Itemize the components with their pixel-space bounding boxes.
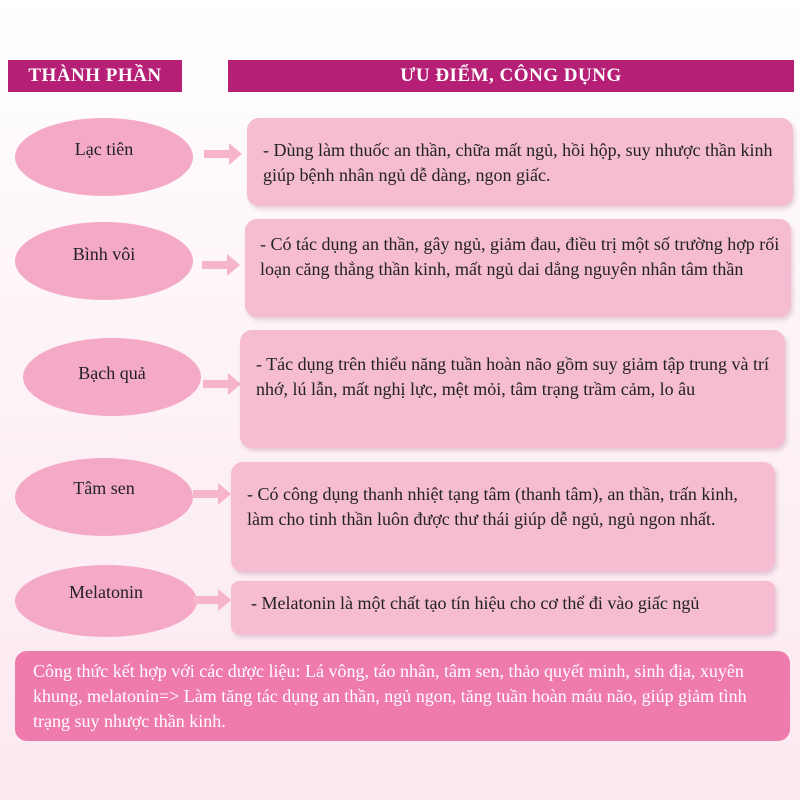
description-box-melatonin (231, 581, 775, 634)
ingredient-label: Lạc tiên (74, 139, 134, 159)
ingredient-binh-voi (15, 222, 193, 300)
formula-summary-box (15, 651, 790, 741)
right-arrow-icon (204, 142, 244, 166)
ingredient-label: Bình vôi (72, 244, 136, 264)
description-text: - Tác dụng trên thiểu năng tuần hoàn não gồm suy giảm tập trung và trí nhớ, lú lẫn, mất nghị lực, mệt mỏi, tâm trạng trầm cảm, lo âu (256, 354, 770, 399)
right-arrow-icon (193, 588, 233, 612)
right-arrow-icon (203, 372, 243, 396)
description-text: - Dùng làm thuốc an thần, chữa mất ngủ, hồi hộp, suy nhược thần kinh giúp bệnh nhân ngủ dễ dàng, ngon giấc. (263, 140, 773, 185)
ingredient-bach-qua (23, 338, 201, 416)
right-arrow-icon (193, 482, 233, 506)
header-ingredients: THÀNH PHẦN (8, 60, 182, 92)
description-box-lac-tien (247, 118, 793, 206)
description-text: - Có công dụng thanh nhiệt tạng tâm (thanh tâm), an thần, trấn kinh, làm cho tinh thần luôn được thư thái giúp dễ ngủ, ngủ ngon nhất. (247, 484, 738, 529)
ingredient-tam-sen (15, 458, 193, 536)
description-text: - Có tác dụng an thần, gây ngủ, giảm đau, điều trị một số trường hợp rối loạn căng thẳng thần kinh, mất ngủ dai dẳng nguyên nhân tâm thần (260, 234, 780, 279)
ingredient-lac-tien (15, 118, 193, 196)
ingredient-label: Bạch quả (78, 363, 146, 383)
ingredient-melatonin (15, 565, 197, 637)
formula-summary-text: Công thức kết hợp với các dược liệu: Lá vông, táo nhân, tâm sen, thảo quyết minh, sinh địa, xuyên khung, melatonin=> Làm tăng tác dụng an thần, ngủ ngon, tăng tuần hoàn máu não, giúp giảm tình trạng suy nhược thần kinh. (33, 661, 747, 731)
description-text: - Melatonin là một chất tạo tín hiệu cho cơ thể đi vào giấc ngủ (251, 593, 700, 613)
right-arrow-icon (202, 253, 242, 277)
description-box-bach-qua (240, 330, 785, 448)
description-box-binh-voi (245, 219, 791, 317)
ingredient-label: Tâm sen (73, 478, 135, 498)
header-benefits: ƯU ĐIỂM, CÔNG DỤNG (228, 60, 794, 92)
description-box-tam-sen (231, 462, 775, 572)
ingredient-label: Melatonin (69, 582, 143, 602)
